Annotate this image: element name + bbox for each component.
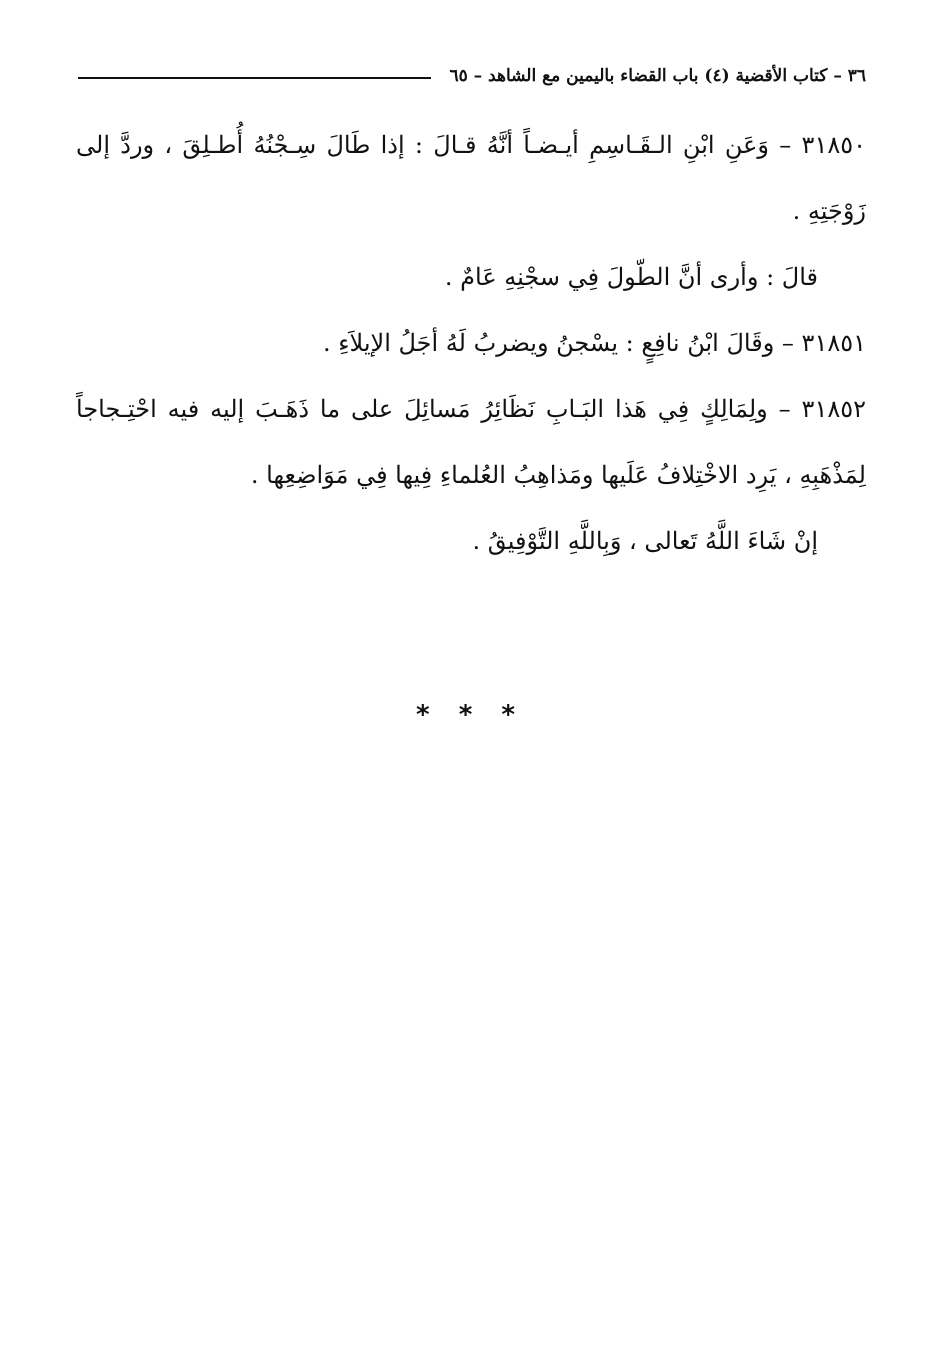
paragraph-qala: قالَ : وأرى أنَّ الطّولَ فِي سجْنِهِ عَامٌ . xyxy=(444,263,818,291)
running-header-title: ٣٦ – كتاب الأقضية (٤) باب القضاء باليمين مع الشاهد – ٦٥ xyxy=(449,65,866,86)
page-header xyxy=(78,58,866,94)
paragraph-31851: ٣١٨٥١ – وقَالَ ابْنُ نافِعٍ : يسْجنُ ويضربُ لَهُ أجَلُ الإيلاَءِ . xyxy=(322,329,866,357)
paragraph-31850: ٣١٨٥٠ – وَعَنِ ابْنِ الـقَـاسِمِ أيـضـاً أنَّهُ قـالَ : إذا طَالَ سِـجْنُهُ أُطـلِقَ ، وردَّ إلى زَوْجَتِهِ . xyxy=(76,131,866,225)
main-text xyxy=(76,112,866,574)
paragraph-closing: إنْ شَاءَ اللَّهُ تَعالى ، وَبِاللَّهِ التَّوْفِيقُ . xyxy=(472,527,818,555)
header-rule xyxy=(78,77,431,79)
paragraph-31852: ٣١٨٥٢ – ولِمَالِكٍ فِي هَذا البَـابِ نَظَائِرُ مَسائِلَ على ما ذَهَـبَ إليه فيه احْتِـجاجاً لِمَذْهَبِهِ ، يَرِد الاخْتِلافُ عَلَيها ومَذاهِبُ العُلماءِ فِيها فِي مَوَاضِعِها . xyxy=(76,395,866,489)
section-separator: * * * xyxy=(416,700,525,730)
